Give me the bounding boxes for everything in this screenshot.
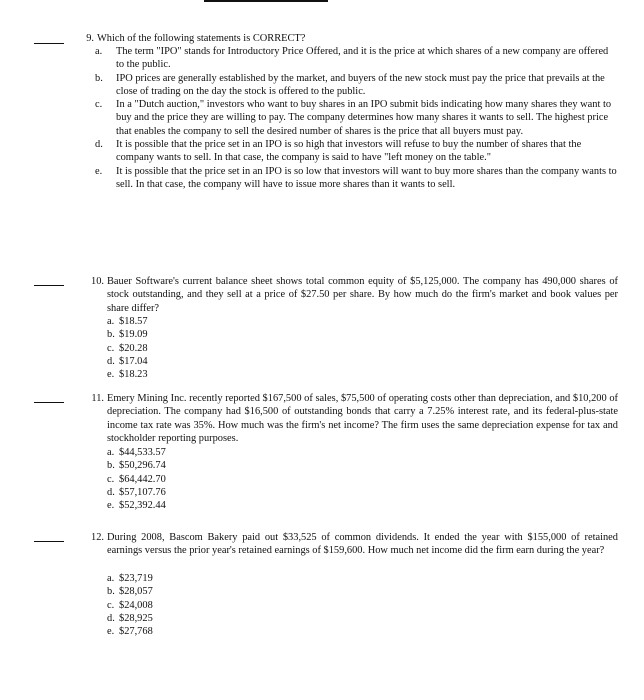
choice-text: The term "IPO" stands for Introductory Price Offered, and it is the price at which shares of a new company are offered to the public. (116, 46, 609, 71)
choice-letter: a. (107, 316, 115, 327)
choice-a (107, 315, 618, 328)
choice-text: $23,719 (119, 573, 153, 584)
choice-letter: c. (107, 599, 115, 611)
choice-letter: d. (107, 486, 115, 498)
choice-letter: a. (107, 573, 115, 584)
choice-text: $28,057 (119, 586, 153, 598)
choice-text: $50,296.74 (119, 460, 166, 472)
choice-d (107, 612, 618, 625)
choice-text: It is possible that the price set in an IPO is so low that investors will want to buy more shares than the company wants to sell. In that case, the company will have to issue more shares than it wants to sell. (116, 165, 617, 190)
header-rule (204, 0, 328, 2)
choice-letter: c. (107, 342, 115, 354)
choice-letter: b. (107, 329, 115, 341)
choice-letter: d. (95, 139, 103, 151)
choice-text: $64,442.70 (119, 473, 166, 485)
choice-a (107, 572, 618, 585)
choice-list (107, 572, 618, 638)
choice-text: $18.23 (119, 369, 148, 381)
choice-text: In a "Dutch auction," investors who want to buy shares in an IPO submit bids indicating how many shares they want to buy and the price they are willing to pay. The company determines how many shares it wants to sell. The highest price that enables the company to sell the desired number of shares is the price that all buyers must pay. (116, 99, 612, 137)
choice-c (107, 473, 618, 486)
question-stem: Which of the following statements is CORRECT? (97, 33, 306, 44)
choice-c (107, 599, 618, 612)
choice-b (107, 459, 618, 472)
choice-letter: e. (107, 369, 115, 381)
question-number: 12. (91, 532, 104, 543)
choice-text: $24,008 (119, 599, 153, 611)
choice-text: $27,768 (119, 626, 153, 638)
choice-text: $18.57 (119, 316, 148, 327)
choice-letter: a. (95, 46, 103, 57)
choice-letter: e. (107, 626, 115, 638)
choice-a (107, 446, 618, 459)
choice-letter: b. (107, 460, 115, 472)
choice-text: $20.28 (119, 342, 148, 354)
choice-text: It is possible that the price set in an IPO is so high that investors will refuse to buy the number of shares that the company wants to sell. In that case, the company is said to have "left money on the table." (116, 139, 582, 164)
choice-letter: c. (107, 473, 115, 485)
choice-d (107, 486, 618, 499)
question-stem: Emery Mining Inc. recently reported $167,500 of sales, $75,500 of operating costs other than depreciation, and $10,200 of depreciation. The company had $16,500 of outstanding bonds that carry a 7.25% interest rate, and its federal-plus-state income tax rate was 35%. How much was the firm's net income? The firm uses the same depreciation expense for tax and stockholder reporting purposes. (107, 393, 618, 444)
choice-letter: e. (95, 165, 103, 177)
choice-letter: b. (107, 586, 115, 598)
choice-list (97, 45, 618, 191)
answer-blank-11[interactable] (34, 402, 64, 403)
question-number: 11. (91, 393, 104, 404)
choice-list (107, 315, 618, 381)
choice-text: $17.04 (119, 355, 148, 367)
answer-blank-9[interactable] (34, 43, 64, 44)
choice-c (97, 98, 618, 138)
choice-b (107, 328, 618, 341)
choice-text: $28,925 (119, 612, 153, 624)
question-number: 9. (86, 33, 94, 44)
answer-blank-10[interactable] (34, 285, 64, 286)
choice-d (97, 138, 618, 165)
choice-b (107, 585, 618, 598)
choice-d (107, 355, 618, 368)
choice-c (107, 342, 618, 355)
choice-letter: e. (107, 500, 115, 512)
question-number: 10. (91, 276, 104, 287)
choice-b (97, 72, 618, 99)
choice-letter: d. (107, 355, 115, 367)
choice-letter: c. (95, 99, 103, 111)
choice-letter: d. (107, 612, 115, 624)
choice-text: IPO prices are generally established by the market, and buyers of the new stock must pay the price that prevails at the close of trading on the day the stock is offered to the public. (116, 72, 605, 97)
question-stem: During 2008, Bascom Bakery paid out $33,525 of common dividends. It ended the year with $155,000 of retained earnings versus the prior year's retained earnings of $159,600. How much net income did the firm earn during the year? (107, 532, 618, 557)
choice-e (97, 165, 618, 192)
choice-text: $52,392.44 (119, 500, 166, 512)
choice-list (107, 446, 618, 512)
question-stem: Bauer Software's current balance sheet shows total common equity of $5,125,000. The company has 490,000 shares of stock outstanding, and they sell at a price of $27.50 per share. By how much do the firm's market and book values per share differ? (107, 276, 618, 314)
choice-e (107, 625, 618, 638)
choice-a (97, 45, 618, 72)
choice-e (107, 499, 618, 512)
choice-text: $57,107.76 (119, 486, 166, 498)
choice-letter: a. (107, 447, 115, 458)
choice-text: $44,533.57 (119, 447, 166, 458)
choice-letter: b. (95, 72, 103, 84)
choice-text: $19.09 (119, 329, 148, 341)
choice-e (107, 368, 618, 381)
answer-blank-12[interactable] (34, 541, 64, 542)
